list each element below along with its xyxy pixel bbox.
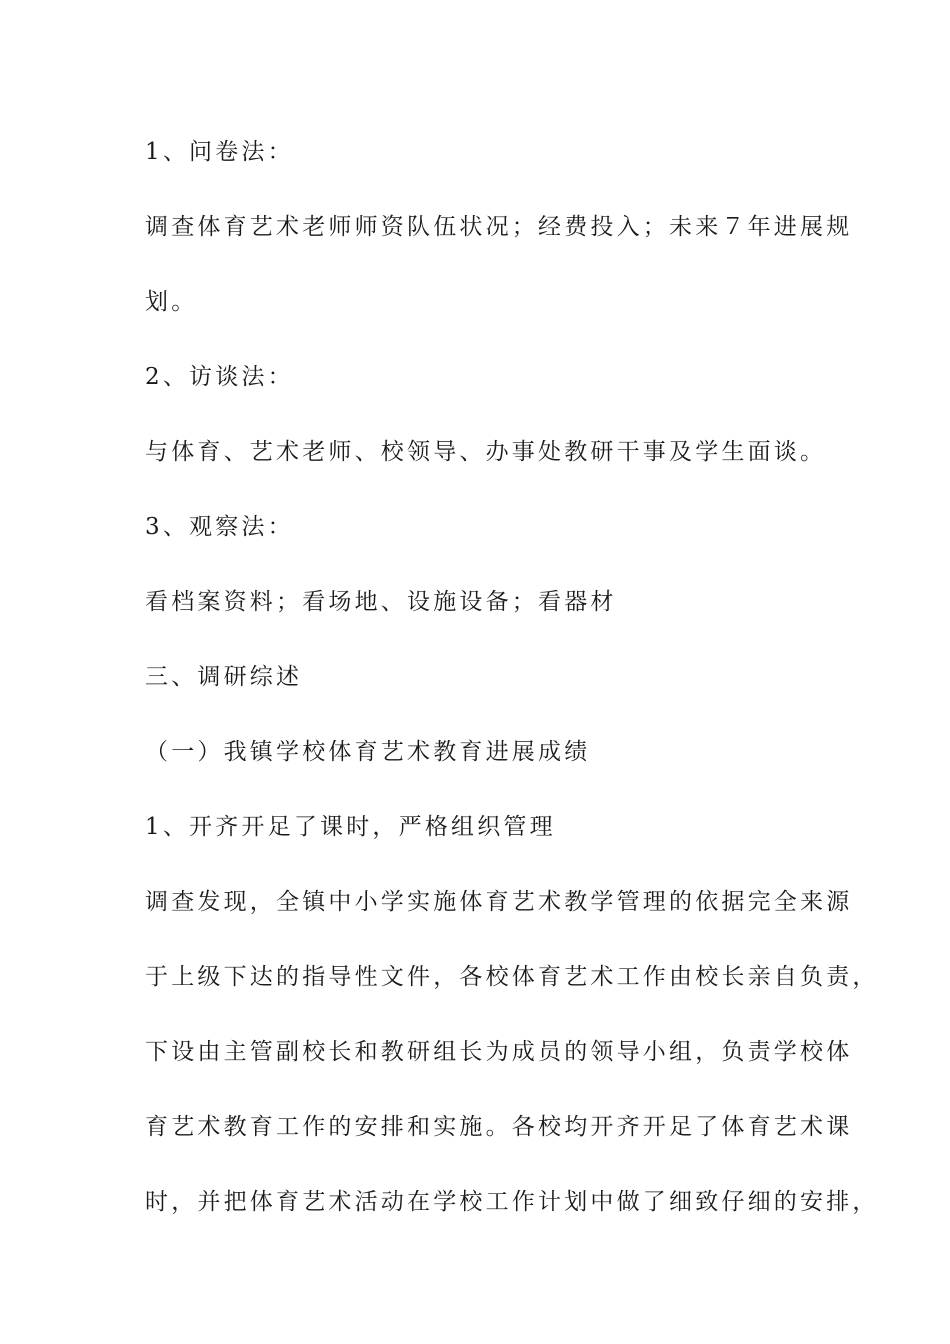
paragraph-line: 看档案资料；看场地、设施设备；看器材 xyxy=(145,589,617,615)
paragraph-line: 育艺术教育工作的安排和实施。各校均开齐开足了体育艺术课 xyxy=(145,1114,853,1140)
paragraph-line: 下设由主管副校长和教研组长为成员的领导小组，负责学校体 xyxy=(145,1039,853,1065)
paragraph-line: 与体育、艺术老师、校领导、办事处教研干事及学生面谈。 xyxy=(145,439,827,465)
paragraph-line: 调查发现，全镇中小学实施体育艺术教学管理的依据完全来源 xyxy=(145,889,853,915)
paragraph-line: 于上级下达的指导性文件，各校体育艺术工作由校长亲自负责， xyxy=(145,964,879,990)
paragraph-line: 划。 xyxy=(145,289,198,315)
point-1-heading: 1、开齐开足了课时，严格组织管理 xyxy=(145,814,556,840)
paragraph-line: 时，并把体育艺术活动在学校工作计划中做了细致仔细的安排， xyxy=(145,1189,879,1215)
method-2-heading: 2、访谈法： xyxy=(145,364,294,390)
paragraph-line: 调查体育艺术老师师资队伍状况；经费投入；未来７年进展规 xyxy=(145,214,853,240)
section-heading: 三、调研综述 xyxy=(145,664,303,690)
method-1-heading: 1、问卷法： xyxy=(145,139,294,165)
subsection-heading: （一）我镇学校体育艺术教育进展成绩 xyxy=(145,739,591,765)
method-3-heading: 3、观察法： xyxy=(145,514,294,540)
